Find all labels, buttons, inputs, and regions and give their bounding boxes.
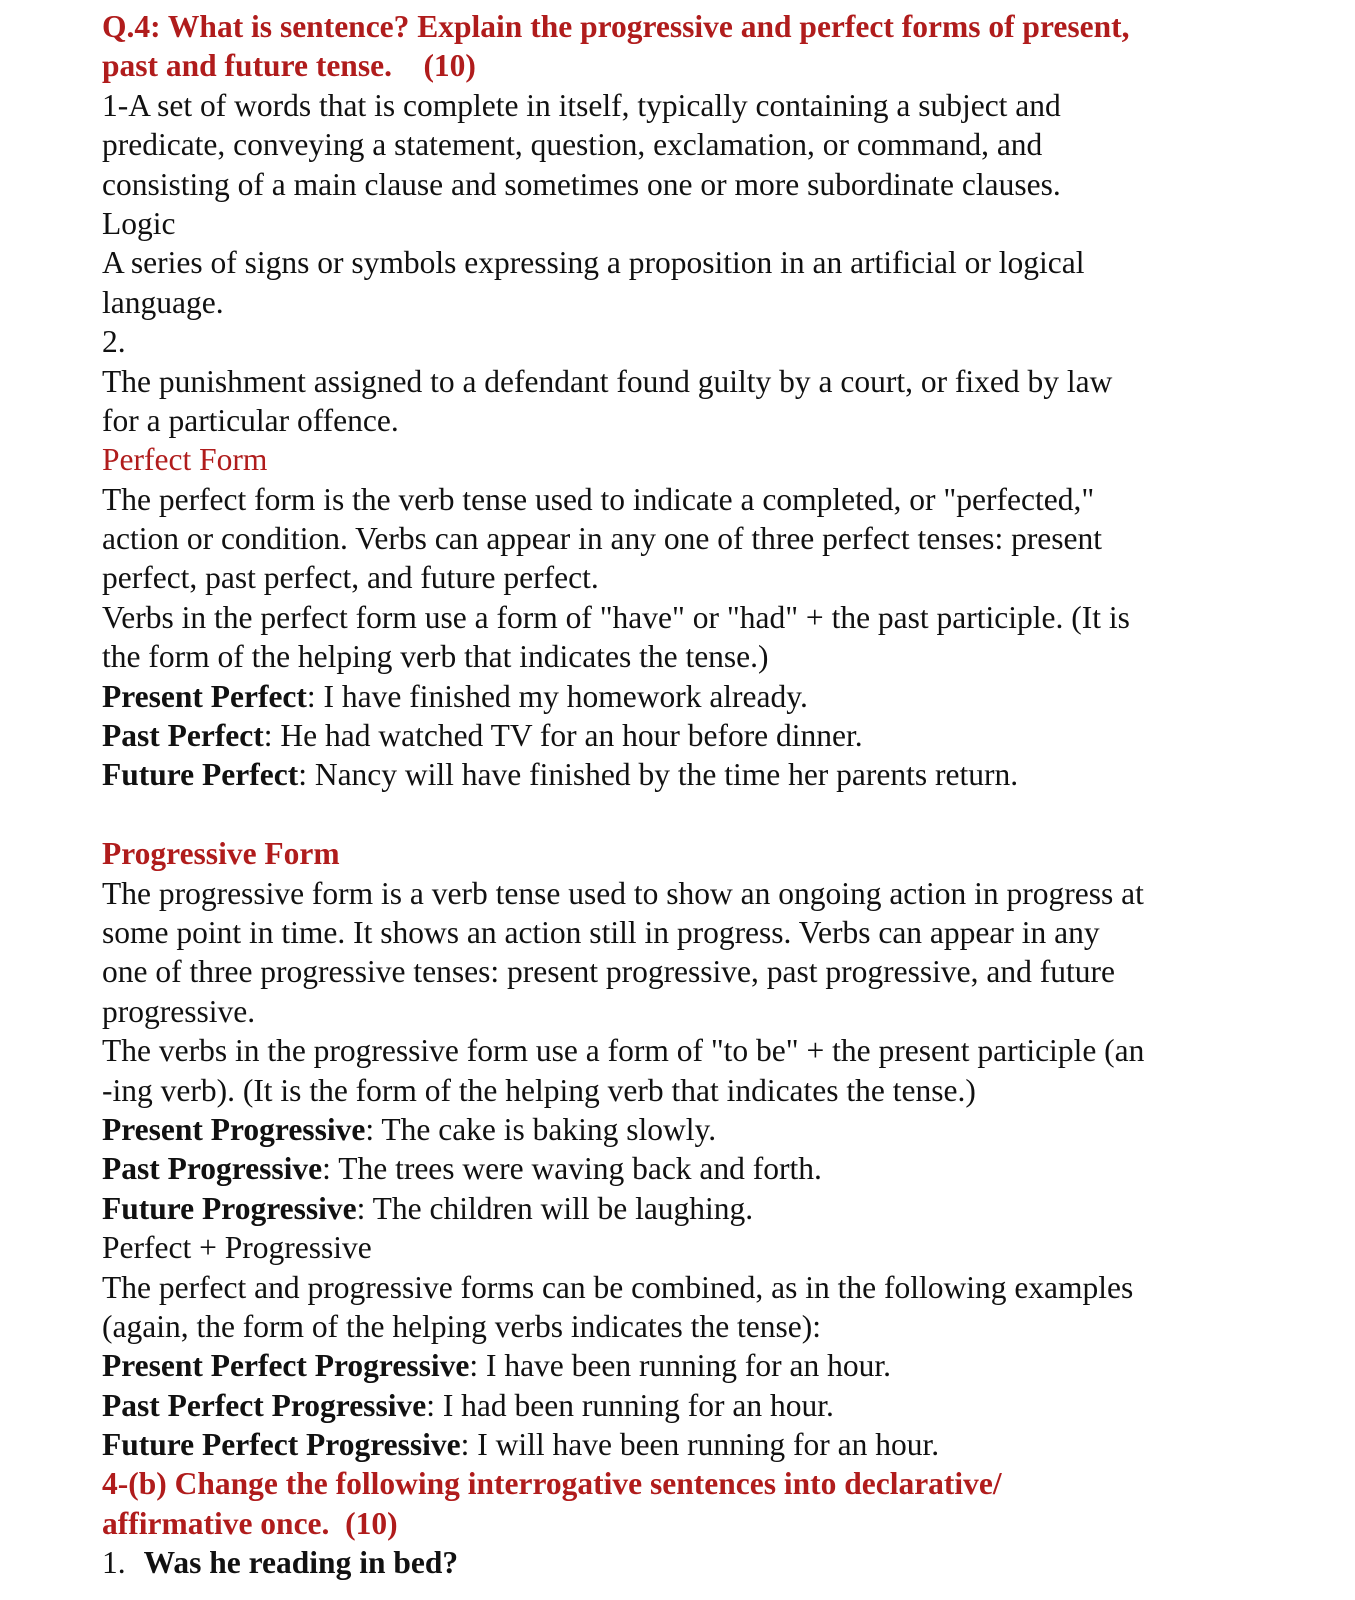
item-number: 1. [102, 1545, 126, 1581]
progressive-form-line: The verbs in the progressive form use a form of "to be" + the present participle (an [102, 1033, 1145, 1069]
definition-line: predicate, conveying a statement, question, exclamation, or command, and [102, 127, 1043, 163]
item-text: Was he reading in bed? [143, 1545, 459, 1581]
perfect-example [102, 677, 1317, 716]
example-text: : The trees were waving back and forth. [322, 1151, 822, 1187]
question-4b-item-1 [102, 1543, 1317, 1582]
perfect-progressive-line: (again, the form of the helping verbs indicates the tense): [102, 1308, 822, 1344]
progressive-example [102, 1189, 1317, 1228]
example-label: Past Progressive [102, 1151, 323, 1187]
example-text: : I had been running for an hour. [426, 1387, 834, 1423]
progressive-form-line: some point in time. It shows an action still in progress. Verbs can appear in any [102, 914, 1100, 950]
perfect-example [102, 716, 1317, 755]
blank-line [102, 795, 1317, 834]
definition-line: language. [102, 284, 224, 320]
question-4b-title-line-1: 4-(b) Change the following interrogative sentences into declarative/ [102, 1466, 1002, 1502]
definition-line: 2. [102, 324, 126, 360]
progressive-form-line: The progressive form is a verb tense used to show an ongoing action in progress at [102, 875, 1144, 911]
example-label: Present Progressive [102, 1111, 366, 1147]
example-label: Present Perfect [102, 678, 307, 714]
definition-line: The punishment assigned to a defendant found guilty by a court, or fixed by law [102, 363, 1113, 399]
progressive-example [102, 1149, 1317, 1188]
example-label: Future Perfect [102, 757, 299, 793]
example-text: : Nancy will have finished by the time her parents return. [298, 757, 1019, 793]
example-text: : I have finished my homework already. [306, 678, 808, 714]
perfect-form-line: Verbs in the perfect form use a form of "have" or "had" + the past participle. (It is [102, 599, 1130, 635]
document-page [102, 7, 1317, 1583]
definition-line: for a particular offence. [102, 402, 399, 438]
example-text: : The children will be laughing. [356, 1190, 754, 1226]
perfect-form-line: action or condition. Verbs can appear in any one of three perfect tenses: present [102, 521, 1103, 557]
perfect-form-line: perfect, past perfect, and future perfect. [102, 560, 599, 596]
progressive-form-line: progressive. [102, 993, 256, 1029]
definition-line: 1-A set of words that is complete in itself, typically containing a subject and [102, 87, 1061, 123]
perfect-form-heading: Perfect Form [102, 442, 268, 478]
example-label: Past Perfect Progressive [102, 1387, 427, 1423]
perfect-progressive-example [102, 1346, 1317, 1385]
question-4b-title-line-2: affirmative once. (10) [102, 1505, 398, 1541]
example-text: : I have been running for an hour. [469, 1348, 891, 1384]
example-label: Past Perfect [102, 718, 264, 754]
definition-line: Logic [102, 205, 176, 241]
example-text: : He had watched TV for an hour before dinner. [263, 718, 863, 754]
example-text: : The cake is baking slowly. [365, 1111, 717, 1147]
perfect-form-line: the form of the helping verb that indicates the tense.) [102, 639, 769, 675]
progressive-form-line: -ing verb). (It is the form of the helping verb that indicates the tense.) [102, 1072, 976, 1108]
perfect-progressive-example [102, 1386, 1317, 1425]
perfect-example [102, 755, 1317, 794]
progressive-example [102, 1110, 1317, 1149]
definition-line: consisting of a main clause and sometimes one or more subordinate clauses. [102, 166, 1061, 202]
progressive-form-line: one of three progressive tenses: present progressive, past progressive, and future [102, 954, 1115, 990]
definition-line: A series of signs or symbols expressing a proposition in an artificial or logical [102, 245, 1085, 281]
perfect-progressive-example [102, 1425, 1317, 1464]
example-label: Future Perfect Progressive [102, 1427, 461, 1463]
example-text: : I will have been running for an hour. [460, 1427, 940, 1463]
example-label: Future Progressive [102, 1190, 357, 1226]
progressive-form-heading: Progressive Form [102, 836, 340, 872]
question-4-title-line-1: Q.4: What is sentence? Explain the progressive and perfect forms of present, [102, 9, 1130, 44]
perfect-form-line: The perfect form is the verb tense used to indicate a completed, or "perfected," [102, 481, 1095, 517]
perfect-progressive-heading: Perfect + Progressive [102, 1230, 372, 1266]
perfect-progressive-line: The perfect and progressive forms can be combined, as in the following examples [102, 1269, 1134, 1305]
example-label: Present Perfect Progressive [102, 1348, 470, 1384]
question-4-title-line-2: past and future tense. (10) [102, 48, 476, 84]
